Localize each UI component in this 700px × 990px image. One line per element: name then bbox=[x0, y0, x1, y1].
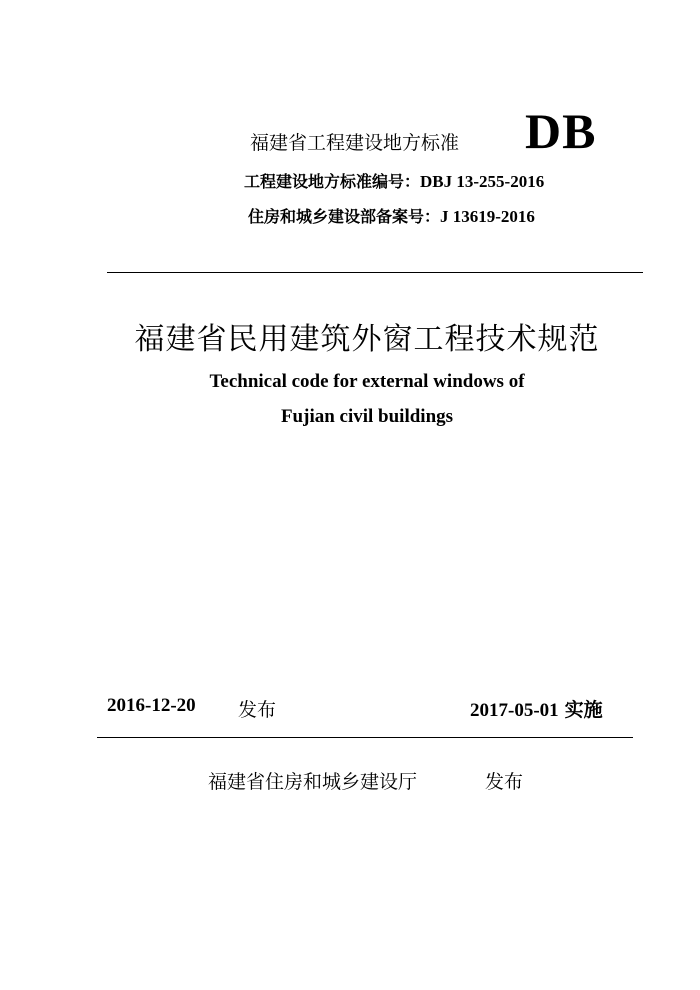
standard-number-row bbox=[244, 169, 544, 192]
issue-date: 2016-12-20 bbox=[107, 695, 196, 716]
title-chinese: 福建省民用建筑外窗工程技术规范 bbox=[134, 322, 600, 357]
title-english-line2: Fujian civil buildings bbox=[280, 406, 454, 427]
bottom-divider bbox=[97, 737, 633, 738]
standard-type: 福建省工程建设地方标准 bbox=[250, 132, 460, 154]
implementation-group bbox=[470, 695, 603, 722]
issuer-label: 发布 bbox=[485, 771, 524, 793]
issuer-name: 福建省住房和城乡建设厅 bbox=[208, 771, 418, 793]
standard-number-label: 工程建设地方标准编号： bbox=[244, 172, 421, 191]
standard-number: DBJ 13-255-2016 bbox=[420, 172, 545, 191]
record-number: J 13619-2016 bbox=[440, 207, 535, 226]
issue-label: 发布 bbox=[238, 699, 277, 721]
db-mark: DB bbox=[525, 103, 597, 159]
record-number-row bbox=[248, 204, 535, 227]
title-english-line1: Technical code for external windows of bbox=[209, 371, 525, 392]
implementation-label: 实施 bbox=[564, 699, 603, 721]
top-divider bbox=[107, 272, 643, 273]
record-number-label: 住房和城乡建设部备案号： bbox=[248, 207, 441, 226]
implementation-date: 2017-05-01 bbox=[470, 700, 559, 721]
